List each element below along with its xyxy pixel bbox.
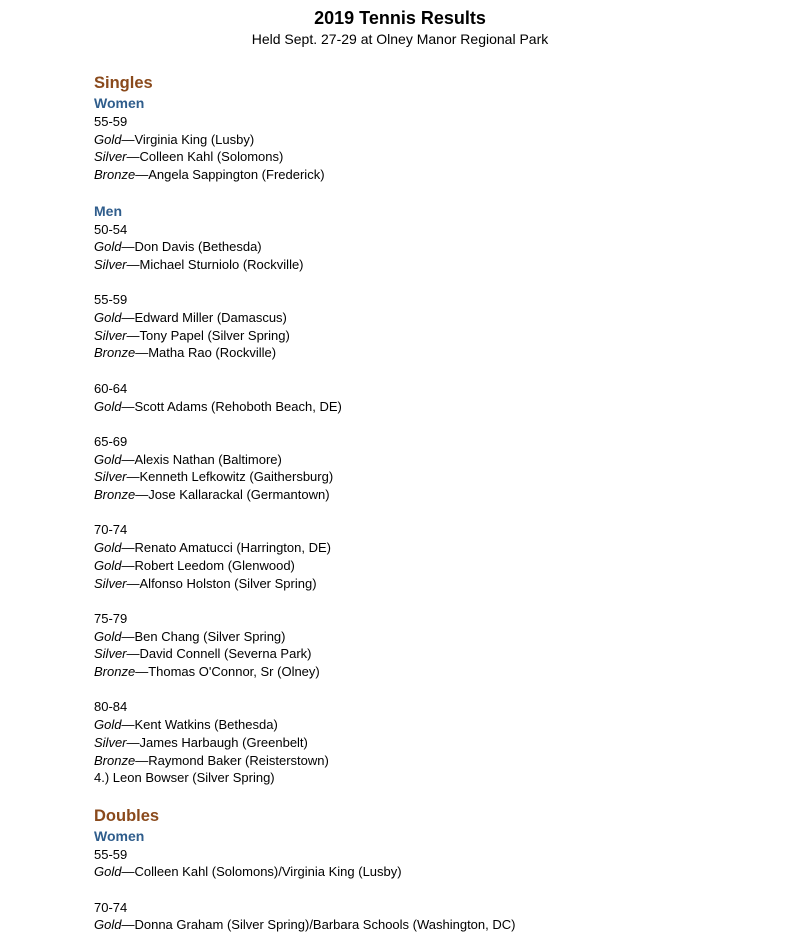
result-line	[94, 344, 774, 362]
spacer	[94, 184, 774, 202]
result-line	[94, 575, 774, 593]
dash-separator: —	[126, 575, 140, 591]
medal-label: Bronze	[94, 345, 136, 361]
dash-separator: —	[126, 149, 140, 165]
event-heading: Doubles	[94, 806, 160, 825]
medal-label: Gold	[94, 717, 122, 733]
age-bracket: 70-74	[94, 899, 128, 915]
athlete-name: Michael Sturniolo (Rockville)	[139, 256, 304, 272]
gender-heading: Women	[94, 827, 145, 844]
dash-separator: —	[121, 917, 135, 933]
medal-label: Gold	[94, 864, 122, 880]
dash-separator: —	[135, 345, 149, 361]
dash-separator: —	[121, 557, 135, 573]
spacer	[94, 415, 774, 433]
page-subtitle: Held Sept. 27-29 at Olney Manor Regional Park	[251, 31, 549, 47]
dash-separator: —	[121, 864, 135, 880]
athlete-name: Kenneth Lefkowitz (Gaithersburg)	[139, 469, 334, 485]
age-bracket: 80-84	[94, 699, 128, 715]
dash-separator: —	[121, 451, 135, 467]
gender-heading: Men	[94, 202, 122, 219]
medal-label: Silver	[94, 646, 127, 662]
dash-separator: —	[121, 717, 135, 733]
medal-label: Bronze	[94, 487, 136, 502]
athlete-name: Jose Kallarackal (Germantown)	[148, 487, 330, 502]
dash-separator: —	[121, 239, 135, 255]
age-bracket: 75-79	[94, 610, 128, 626]
result-line	[94, 166, 774, 184]
dash-separator: —	[121, 310, 135, 325]
medal-label: Gold	[94, 628, 122, 644]
age-bracket: 55-59	[94, 292, 128, 308]
medal-label: Silver	[94, 575, 127, 591]
age-bracket: 60-64	[94, 380, 128, 396]
athlete-name: Raymond Baker (Reisterstown)	[148, 752, 329, 768]
age-bracket: 55-59	[94, 846, 128, 862]
athlete-name: Don Davis (Bethesda)	[134, 239, 262, 255]
age-bracket: 70-74	[94, 522, 128, 538]
result-line	[94, 663, 774, 681]
result-line	[94, 148, 774, 166]
athlete-name: Colleen Kahl (Solomons)	[139, 149, 284, 165]
dash-separator: —	[126, 469, 140, 485]
medal-label: Gold	[94, 131, 122, 147]
event-section	[94, 72, 774, 787]
result-line	[94, 769, 774, 787]
result-line	[94, 752, 774, 770]
result-line	[94, 916, 774, 934]
dash-separator: —	[121, 398, 135, 414]
athlete-name: Kent Watkins (Bethesda)	[134, 717, 278, 733]
athlete-name: Angela Sappington (Frederick)	[148, 167, 325, 183]
spacer	[94, 592, 774, 610]
result-line	[94, 486, 774, 504]
result-line	[94, 557, 774, 575]
athlete-name: 4.) Leon Bowser (Silver Spring)	[94, 770, 275, 786]
result-line	[94, 327, 774, 345]
dash-separator: —	[126, 256, 140, 272]
medal-label: Silver	[94, 327, 127, 343]
dash-separator: —	[135, 167, 149, 183]
athlete-name: David Connell (Severna Park)	[139, 646, 312, 662]
athlete-name: Renato Amatucci (Harrington, DE)	[134, 540, 331, 556]
result-line	[94, 451, 774, 469]
athlete-name: Ben Chang (Silver Spring)	[134, 628, 286, 644]
dash-separator: —	[135, 752, 149, 768]
dash-separator: —	[126, 327, 140, 343]
result-line	[94, 238, 774, 256]
medal-label: Gold	[94, 398, 122, 414]
spacer	[94, 504, 774, 522]
medal-label: Silver	[94, 734, 127, 750]
result-line	[94, 256, 774, 274]
medal-label: Gold	[94, 540, 122, 556]
athlete-name: Donna Graham (Silver Spring)/Barbara Schools (Washington, DC)	[134, 917, 516, 933]
medal-label: Gold	[94, 451, 122, 467]
gender-heading: Women	[94, 95, 145, 111]
age-bracket: 65-69	[94, 433, 128, 449]
athlete-name: Colleen Kahl (Solomons)/Virginia King (Lusby)	[134, 864, 402, 880]
dash-separator: —	[135, 487, 149, 502]
result-line	[94, 863, 774, 881]
result-line	[94, 645, 774, 663]
athlete-name: Tony Papel (Silver Spring)	[139, 327, 290, 343]
dash-separator: —	[135, 664, 149, 679]
athlete-name: Thomas O'Connor, Sr (Olney)	[148, 664, 320, 679]
medal-label: Silver	[94, 149, 127, 165]
medal-label: Gold	[94, 917, 122, 933]
medal-label: Gold	[94, 310, 122, 325]
age-bracket: 55-59	[94, 114, 128, 129]
event-heading: Singles	[94, 74, 153, 92]
athlete-name: Robert Leedom (Glenwood)	[134, 557, 295, 573]
spacer	[94, 787, 774, 805]
medal-label: Gold	[94, 239, 122, 255]
athlete-name: Alexis Nathan (Baltimore)	[134, 451, 282, 467]
result-line	[94, 539, 774, 557]
results-content	[94, 72, 774, 934]
age-bracket: 50-54	[94, 221, 128, 237]
medal-label: Bronze	[94, 664, 136, 679]
medal-label: Silver	[94, 256, 127, 272]
dash-separator: —	[121, 628, 135, 644]
result-line	[94, 734, 774, 752]
medal-label: Gold	[94, 557, 122, 573]
result-line	[94, 398, 774, 416]
result-line	[94, 309, 774, 327]
dash-separator: —	[121, 540, 135, 556]
result-line	[94, 131, 774, 149]
spacer	[94, 362, 774, 380]
athlete-name: Scott Adams (Rehoboth Beach, DE)	[134, 398, 342, 414]
medal-label: Bronze	[94, 752, 136, 768]
page-title: 2019 Tennis Results	[314, 8, 486, 28]
event-section	[94, 805, 774, 935]
dash-separator: —	[126, 646, 140, 662]
spacer	[94, 274, 774, 292]
athlete-name: Edward Miller (Damascus)	[134, 310, 287, 325]
medal-label: Bronze	[94, 167, 136, 183]
athlete-name: James Harbaugh (Greenbelt)	[139, 734, 308, 750]
result-line	[94, 716, 774, 734]
spacer	[94, 881, 774, 899]
athlete-name: Alfonso Holston (Silver Spring)	[139, 575, 317, 591]
athlete-name: Virginia King (Lusby)	[134, 131, 255, 147]
dash-separator: —	[121, 131, 135, 147]
medal-label: Silver	[94, 469, 127, 485]
result-line	[94, 628, 774, 646]
dash-separator: —	[126, 734, 140, 750]
result-line	[94, 468, 774, 486]
athlete-name: Matha Rao (Rockville)	[148, 345, 277, 361]
spacer	[94, 681, 774, 699]
